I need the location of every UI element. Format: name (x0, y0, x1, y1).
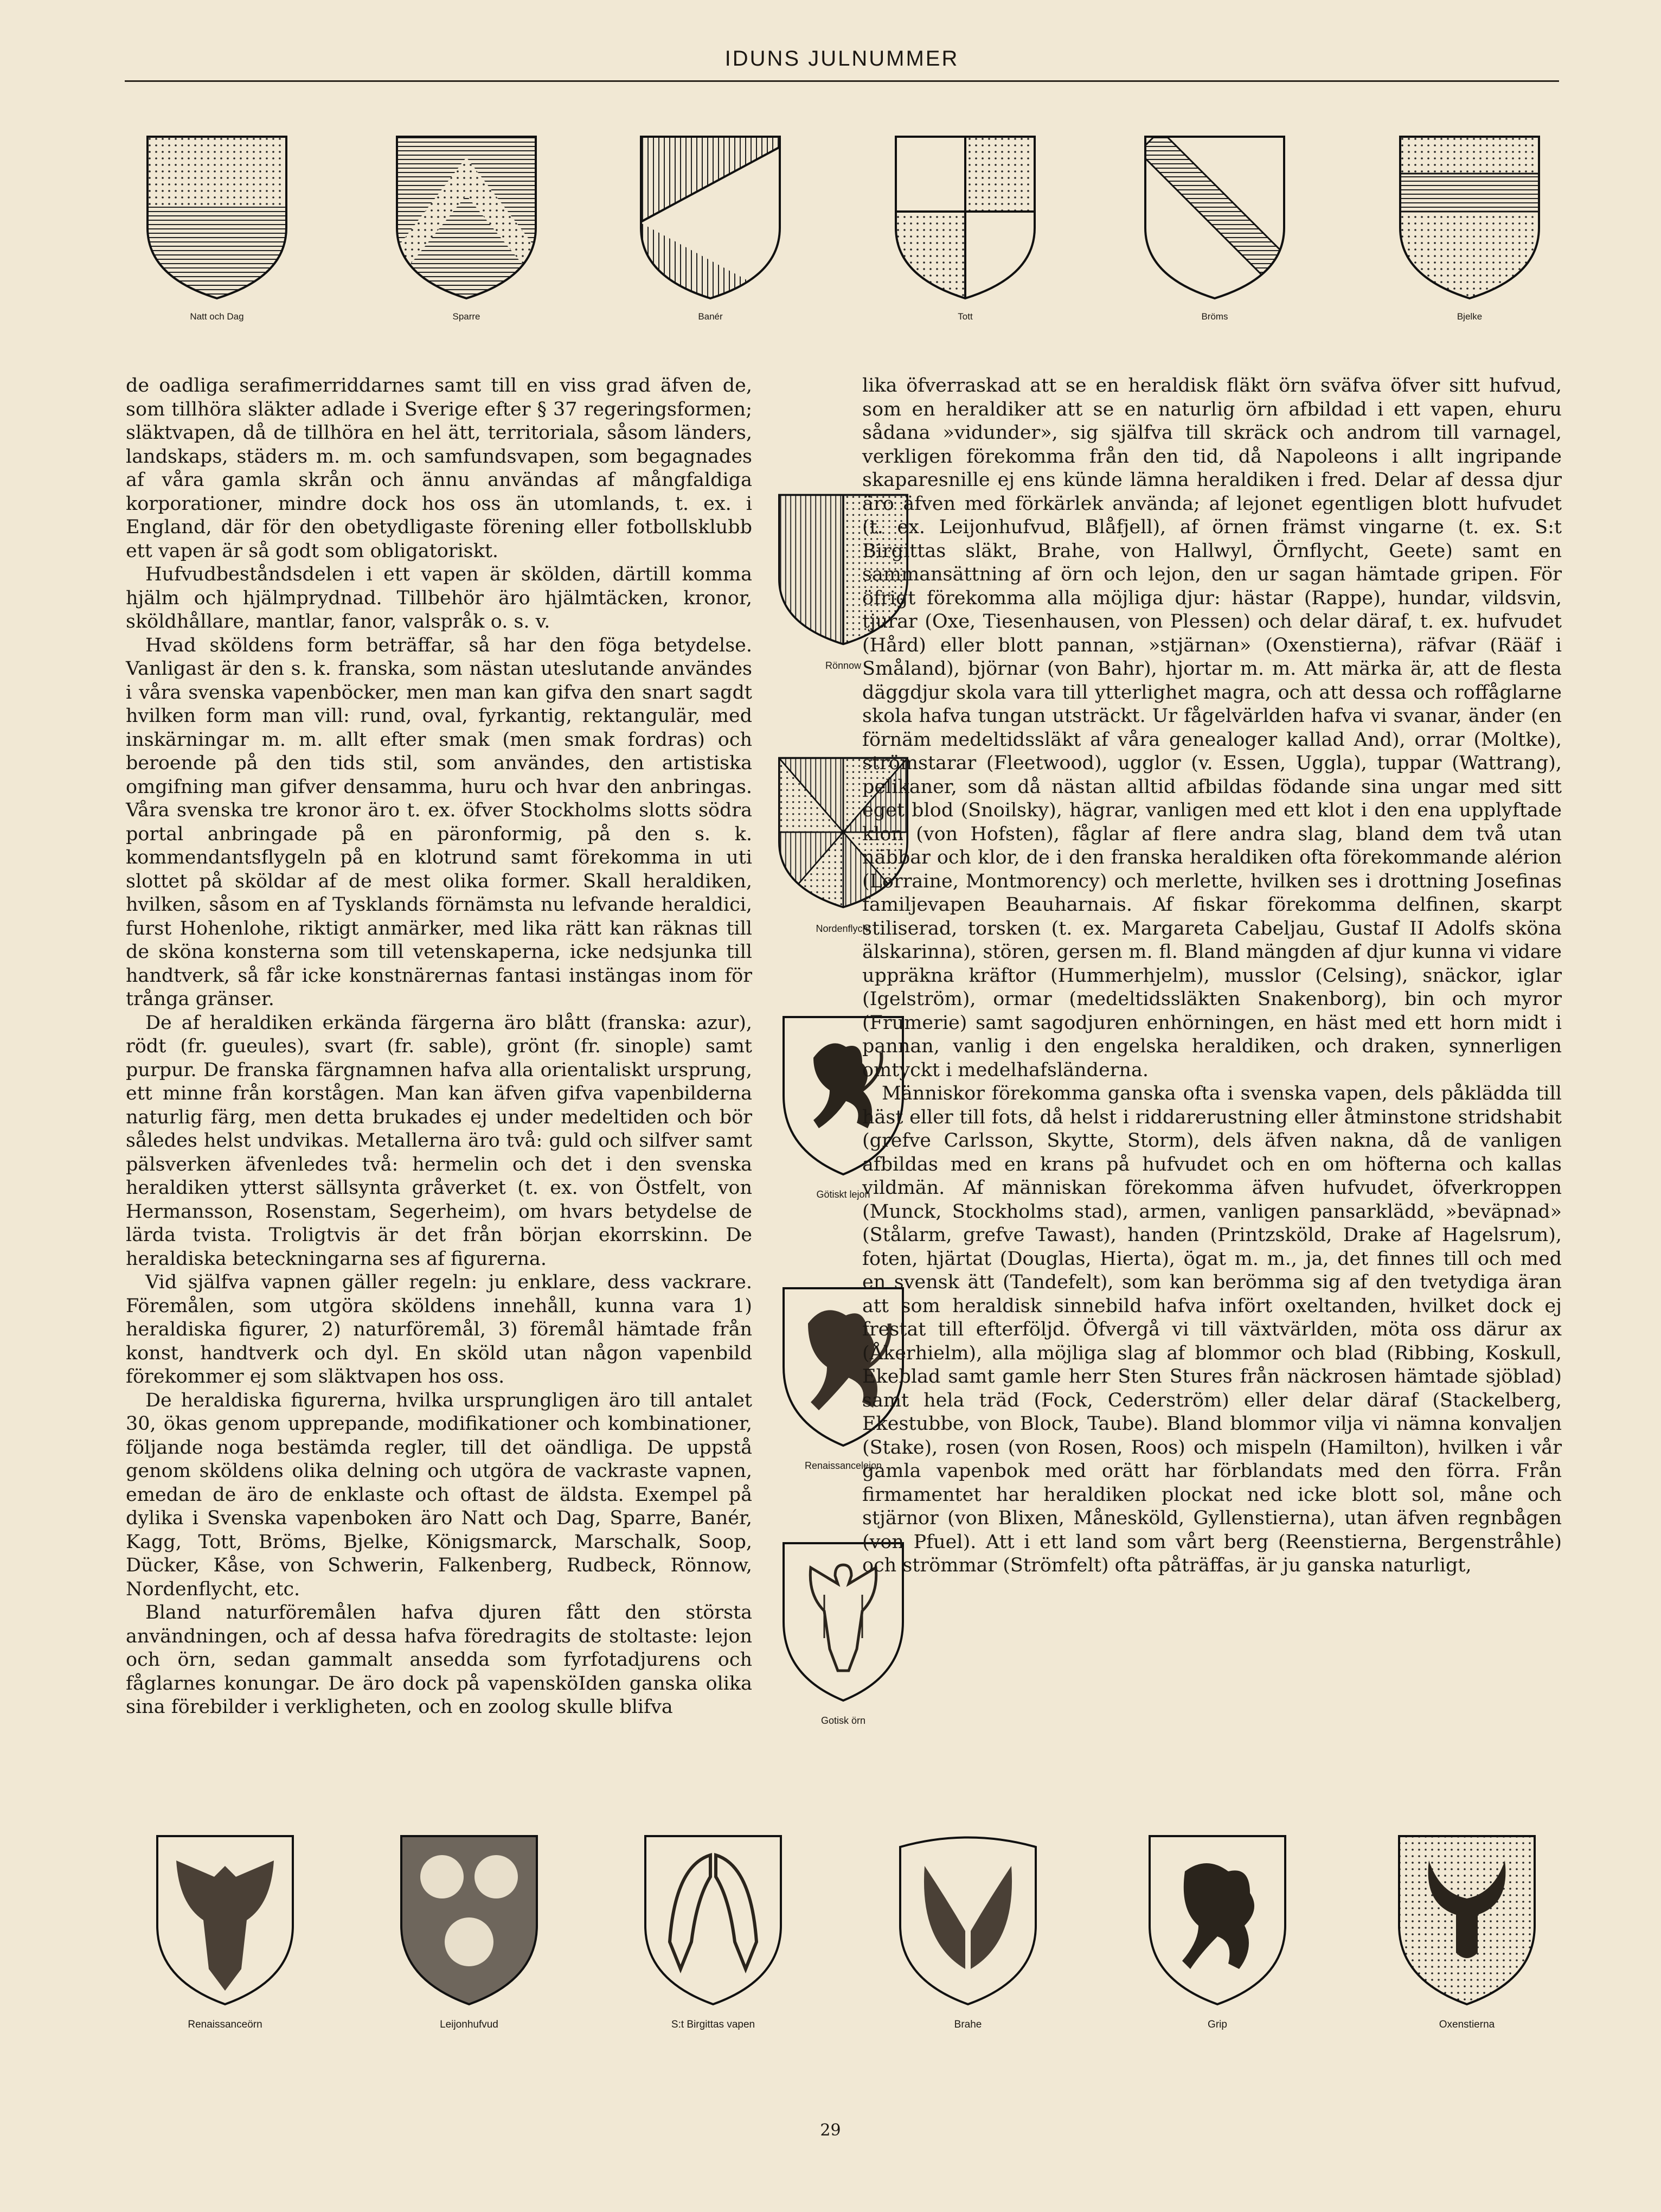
shield-grip-icon (1147, 1833, 1288, 2007)
paragraph: lika öfverraskad att se en heraldisk fläkt örn sväfva öfver sitt hufvud, som en heraldiker att se en naturlig örn afbildad i ett vapen, ehuru sådana »vidunder», sig själfva till skräck och androm till varnagel, verkligen förekomma från den tid, då Napoleons i allt ingripande skaparesnille ej ens künde lämna heraldiken i fred. Delar af dessa djur äro äfven med förkärlek använda; af lejonet egentligen blott hufvudet (t. ex. Leijonhufvud, Blåfjell), af örnen främst vingarne (t. ex. S:t Birgittas släkt, Brahe, von Hallwyl, Örnflycht, Geete) samt en sammansättning af örn och lejon, den ur sagan hämtade gripen. För öfrigt förekomma alla möjliga djur: hästar (Rappe), hundar, vildsvin, tjurar (Oxe, Tiesenhausen, von Plessen) och delar däraf, t. ex. hufvudet (Hård) eller blott pannan, »stjärnan» (Oxenstierna), räfvar (Rääf i Småland), björnar (von Bahr), hjortar m. m. Att märka är, att de flesta däggdjur skola vara till ytterlighet magra, och att dessa och roffåglarne skola hafva tungan utsträckt. Ur fågelvärlden hafva vi svanar, änder (en förnäm medeltidssläkt af våra genealoger kallad And), orrar (Moltke), strömstarar (Fleetwood), ugglor (v. Essen, Uggla), tuppar (Wattrang), pelikaner, som då nästan alltid afbildas födande sina ungar med sitt eget blod (Snoilsky), hägrar, vanligen med ett klot i den ena upplyftade klon (von Hofsten), fåglar af flere andra slag, bland dem två utan näbbar och klor, de i den franska heraldiken ofta förekommande alérion (Lorraine, Montmorency) och merlette, hvilken ses i drottning Josefinas familjevapen Beauharnais. Af fiskar förekomma delfinen, skarpt stiliserad, torsken (t. ex. Margareta Cabeljau, Gustaf II Adolfs sköna älskarinna), stören, gersen m. fl. Bland mängden af djur kunna vi vidare uppräkna kräftor (Hummerhjelm), musslor (Celsing), snäckor, iglar (Igelström), ormar (medeltidssläkten Snakenborg), bin och myror (Frumerie) samt sagodjuren enhörningen, en häst med ett horn midt i pannan, vanlig i den engelska heraldiken, och draken, synnerligen omtyckt i medelhafsländerna. (862, 375, 1562, 1081)
shield-caption: Natt och Dag (190, 311, 244, 322)
shield-caption: Bröms (1201, 311, 1228, 322)
shield-caption: Rönnow (825, 660, 862, 671)
shield-broms (1144, 136, 1285, 322)
shield-oxenstierna-icon (1396, 1833, 1537, 2007)
shield-tott (895, 136, 1036, 322)
shield-caption: Oxenstierna (1439, 2019, 1495, 2030)
paragraph: Hufvudbeståndsdelen i ett vapen är skölden, därtill komma hjälm och hjälmprydnad. Tillbehör äro hjälmtäcken, kronor, sköldhållare, mantlar, fanor, valspråk o. s. v. (126, 564, 752, 632)
top-shield-row (125, 125, 1559, 353)
shield-caption: Banér (698, 311, 723, 322)
shield-bjelke-icon (1399, 136, 1540, 299)
shield-leijonhufvud (396, 1833, 542, 2031)
paragraph: de oadliga serafimerriddarnes samt till en viss grad äfven de, som tillhöra släkter adlade i Sverige efter § 37 regeringsformen; släktvapen, då de tillhöra en hel ätt, territoriala, såsom länders, landskaps, städers m. m. och samfundsvapen, som begagnades af våra gamla skrån och ännu användas af mångfaldiga korporationer, mindre dock hos oss än utomlands, t. ex. i England, där för den obetydligaste förening eller fotbollsklubb ett vapen är så godt som obligatoriskt. (126, 375, 752, 562)
shield-caption: S:t Birgittas vapen (671, 2019, 755, 2030)
shield-caption: Leijonhufvud (440, 2019, 498, 2030)
shield-caption: Bjelke (1457, 311, 1483, 322)
shield-renaissanceorn-icon (155, 1833, 296, 2007)
shield-broms-icon (1144, 136, 1285, 299)
shield-sparre (396, 136, 537, 322)
paragraph: Hvad sköldens form beträffar, så har den föga betydelse. Vanligast är den s. k. franska, som nästan uteslutande användes i våra svenska vapenböcker, men man kan gifva den snart sagdt hvilken form man vill: rund, oval, fyrkantig, rektangulär, med inskärningar m. m. allt efter smak (men smak fordras) och beroende på den tids stil, som användes, den artistiska omgifning man gifver densamma, huru och hvar den anbringas. Våra svenska tre kronor äro t. ex. öfver Stockholms slotts södra portal anbringade på en päronformig, på den s. k. kommendantsflygeln på en klotrund samt förekomma in uti slottet på sköldar af de mest olika former. Skall heraldiken, hvilken, såsom en af Tysklands förnämsta nu lefvande heraldici, furst Hohenlohe, riktigt anmärker, med lika rätt kan räknas till de sköna konsterna som till vetenskaperna, icke nedsjunka till handtverk, så får icke konstnärernas fantasi instängas inom för trånga gränser. (126, 634, 752, 1010)
shield-caption: Gotisk örn (820, 1715, 866, 1726)
shield-caption: Nordenflycht (816, 923, 871, 934)
shield-leijonhufvud-icon (399, 1833, 540, 2007)
shield-caption: Grip (1208, 2019, 1227, 2030)
paragraph: Bland naturföremålen hafva djuren fått den största användningen, och af dessa hafva föredragits de stoltaste: lejon och örn, sedan gammalt ansedda som fyrfotadjurens och fåglarnes konungar. De äro dock på vapensköIden ganska olika sina förebilder i verkligheten, och en zoolog skulle blifva (126, 1602, 752, 1718)
page-header (125, 42, 1559, 82)
text-column-left (126, 374, 752, 1719)
shield-brahe-icon (897, 1833, 1038, 2007)
shield-natt-och-dag (146, 136, 287, 322)
shield-baner-icon (640, 136, 781, 299)
shield-natt-och-dag-icon (146, 136, 287, 299)
page-number: 29 (820, 2121, 841, 2140)
paragraph: Vid själfva vapnen gäller regeln: ju enklare, dess vackrare. Föremålen, som utgöra sköldens innehåll, kunna vara 1) heraldiska figurer, 2) naturföremål, 3) föremål hämtade från konst, handtverk och dyl. En sköld utan någon vapenbild förekommer ej som släktvapen hos oss. (126, 1271, 752, 1388)
shield-baner (640, 136, 781, 322)
shield-renaissanceorn (152, 1833, 298, 2031)
shield-grip (1144, 1833, 1291, 2031)
text-column-right (862, 374, 1562, 1578)
paragraph: Människor förekomma ganska ofta i svenska vapen, dels påklädda till häst eller till fots, då helst i riddarerustning eller åtminstone stridshabit (grefve Carlsson, Skytte, Storm), dels äfven nakna, då de vanligen afbildas med en krans på hufvudet och en om höfterna och kallas vildmän. Af människan förekomma äfven hufvudet, öfverkroppen (Munck, Stockholms stad), armen, vanligen pansarklädd, »beväpnad» (Stålarm, grefve Tawast), handen (Printzsköld, Drake af Hagelsrum), foten, hjärtat (Douglas, Hierta), ögat m. m., ja, det finnes till och med en svensk ätt (Tandefelt), som kan berömma sig af den tvetydiga äran att som heraldisk sinnebild hafva infört oxeltanden, hvilket dock ej frestat till efterföljd. Öfvergå vi till växtvärlden, möta oss därur ax (Åkerhielm), alla möjliga slag af blommor och blad (Ribbing, Koskull, Ekeblad samt gamle herr Sten Stures från näckrosen hämtade sjöblad) samt hela träd (Fock, Cederström) eller delar däraf (Stackelberg, Ekestubbe, von Block, Taube). Bland blommor vilja vi nämna konvaljen (Stake), rosen (von Rosen, Roos) och mispeln (Hamilton), hvilken i vår gamla vapenbok med orätt har förblandats med den förra. Från firmamentet har heraldiken plockat ned icke blott sol, måne och stjärnor (von Blixen, Månesköld, Gyllenstierna), utan äfven regnbågen (von Pfuel). Att i ett land som vårt berg (Reenstierna, Bergenstråhle) och strömmar (Strömfelt) ofta påträffas, är ju ganska naturligt, (862, 1083, 1562, 1576)
shield-caption: Brahe (954, 2019, 982, 2030)
bottom-shield-row (125, 1833, 1559, 2050)
shield-caption: Renaissanceörn (188, 2019, 262, 2030)
shield-sparre-icon (396, 136, 537, 299)
paragraph: De af heraldiken erkända färgerna äro blått (franska: azur), rödt (fr. gueules), svart (fr. sable), grönt (fr. sinople) samt purpur. De franska färgnamnen hafva alla orientaliskt ursprung, ett minne från korstågen. Man kan äfven gifva vapenbilderna naturlig färg, men detta brukades ej under medeltiden och bör således helst undvikas. Metallerna äro två: guld och silfver samt pälsverken äfvenledes två: hermelin och det i den svenska heraldiken ytterst sällsynta gråverket (t. ex. von Östfelt, von Hermansson, Rosenstam, Segerheim), om hvars betydelse de lärda tvista. Troligtvis är det från början ekorrskinn. De heraldiska beteckningarna ses af figurerna. (126, 1012, 752, 1270)
shield-caption: Renaissancelejon (804, 1460, 882, 1471)
shield-caption: Sparre (452, 311, 480, 322)
shield-brahe (895, 1833, 1041, 2031)
shield-oxenstierna (1394, 1833, 1540, 2031)
shield-st-birgitta-icon (643, 1833, 784, 2007)
header-title: IDUNS JULNUMMER (724, 47, 959, 71)
shield-caption: Götiskt lejon (816, 1189, 870, 1200)
paragraph: De heraldiska figurerna, hvilka ursprungligen äro till antalet 30, ökas genom upprepande, modifikationer och kombinationer, följande noga bestämda regler, till det oändliga. De uppstå genom sköldens olika delning och utgöra de vackraste vapnen, emedan de äro de enklaste och oftast de äldsta. Exempel på dylika i Svenska vapenboken äro Natt och Dag, Sparre, Banér, Kagg, Tott, Bröms, Bjelke, Königsmarck, Marschalk, Soop, Dücker, Kåse, von Schwerin, Falkenberg, Rudbeck, Rönnow, Nordenflycht, etc. (126, 1389, 752, 1600)
shield-bjelke (1399, 136, 1540, 322)
shield-st-birgitta (640, 1833, 786, 2031)
shield-caption: Tott (958, 311, 973, 322)
shield-tott-icon (895, 136, 1036, 299)
